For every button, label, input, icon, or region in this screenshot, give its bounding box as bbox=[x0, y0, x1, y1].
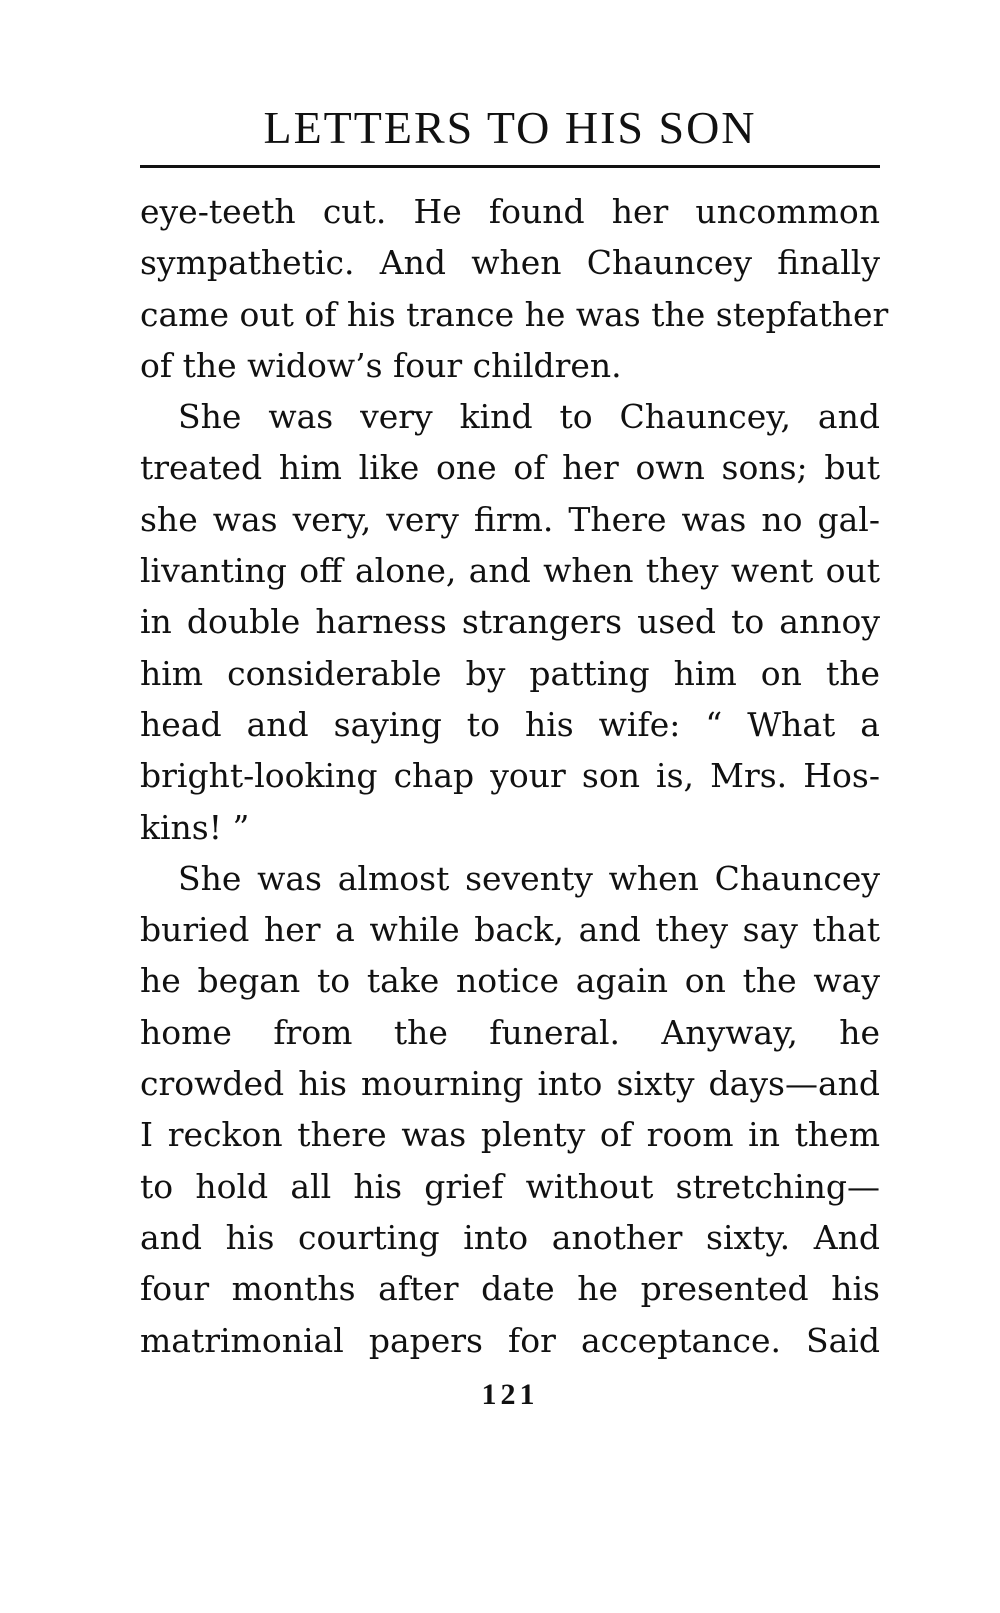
paragraph-first-line: She was almost seventy when Chauncey bbox=[178, 858, 880, 898]
text-line: crowded his mourning into sixty days—and bbox=[140, 1064, 880, 1104]
text-line: treated him like one of her own sons; but bbox=[140, 448, 880, 488]
text-line: livanting off alone, and when they went out bbox=[140, 551, 880, 591]
page-body bbox=[140, 186, 889, 1366]
text-line: of the widow’s four children. bbox=[140, 345, 622, 385]
text-line: bright-looking chap your son is, Mrs. Hos- bbox=[140, 756, 880, 796]
text-line: and his courting into another sixty. And bbox=[140, 1217, 880, 1257]
text-line: matrimonial papers for acceptance. Said bbox=[140, 1320, 880, 1360]
text-line: eye-teeth cut. He found her uncommon bbox=[140, 192, 880, 231]
text-line: kins! ” bbox=[140, 807, 250, 847]
text-line: sympathetic. And when Chauncey finally bbox=[140, 243, 880, 283]
text-line: home from the funeral. Anyway, he bbox=[140, 1012, 880, 1052]
text-line: in double harness strangers used to annoy bbox=[140, 602, 880, 642]
paragraph-first-line: She was very kind to Chauncey, and bbox=[178, 397, 880, 437]
text-line: head and saying to his wife: “ What a bbox=[140, 704, 880, 744]
text-line: buried her a while back, and they say that bbox=[140, 910, 880, 950]
text-line: four months after date he presented his bbox=[140, 1269, 880, 1309]
page-number: 121 bbox=[481, 1378, 539, 1411]
text-line: came out of his trance he was the stepfather bbox=[140, 294, 889, 334]
header-rule bbox=[140, 165, 880, 168]
running-header: LETTERS TO HIS SON bbox=[263, 102, 757, 153]
text-line: she was very, very firm. There was no gal- bbox=[140, 499, 880, 539]
text-line: to hold all his grief without stretching— bbox=[140, 1166, 880, 1206]
text-line: I reckon there was plenty of room in them bbox=[140, 1115, 880, 1155]
text-line: him considerable by patting him on the bbox=[140, 653, 880, 693]
text-line: he began to take notice again on the way bbox=[140, 961, 880, 1001]
